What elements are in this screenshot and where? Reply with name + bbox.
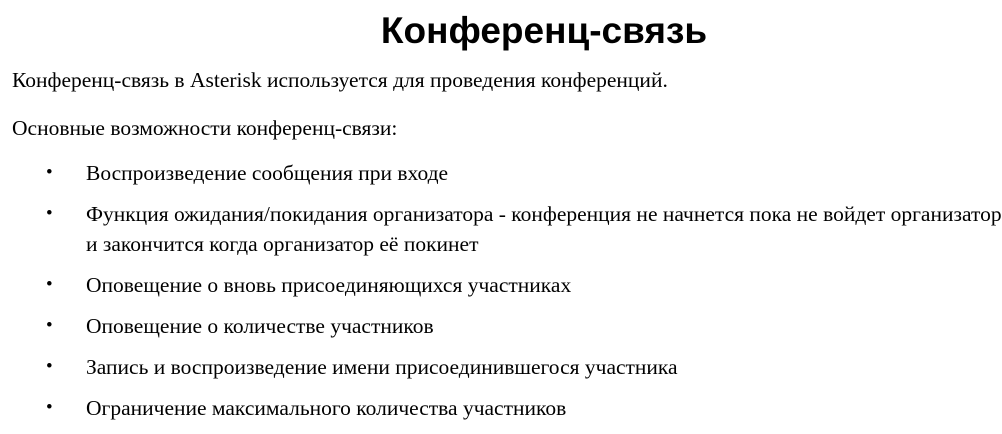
- features-heading: Основные возможности конференц-связи:: [12, 116, 398, 140]
- list-item-text: Запись и воспроизведение имени присоединившегося участника: [86, 355, 678, 379]
- list-item: [0, 393, 1002, 423]
- list-item-text: Ограничение максимального количества участников: [86, 396, 567, 420]
- page-title: Конференц-связь: [380, 10, 708, 51]
- bullet-icon: •: [46, 356, 53, 377]
- list-item: [0, 311, 1002, 341]
- list-item: [0, 352, 1002, 382]
- features-list: [0, 158, 1002, 434]
- list-item: [0, 270, 1002, 300]
- list-item-text: Оповещение о количестве участников: [86, 314, 434, 338]
- bullet-icon: •: [46, 162, 53, 183]
- bullet-icon: •: [46, 203, 53, 224]
- list-item: [0, 158, 1002, 188]
- bullet-icon: •: [46, 315, 53, 336]
- list-item-text: Оповещение о вновь присоединяющихся участниках: [86, 273, 572, 297]
- bullet-icon: •: [46, 274, 53, 295]
- intro-text: Конференц-связь в Asterisk используется для проведения конференций.: [12, 68, 668, 92]
- bullet-icon: •: [46, 397, 53, 418]
- list-item: [0, 199, 1002, 259]
- list-item-text: Функция ожидания/покидания организатора - конференция не начнется пока не войдет организатор и закончится когда организатор её покинет: [86, 202, 1002, 256]
- list-item-text: Воспроизведение сообщения при входе: [86, 161, 449, 185]
